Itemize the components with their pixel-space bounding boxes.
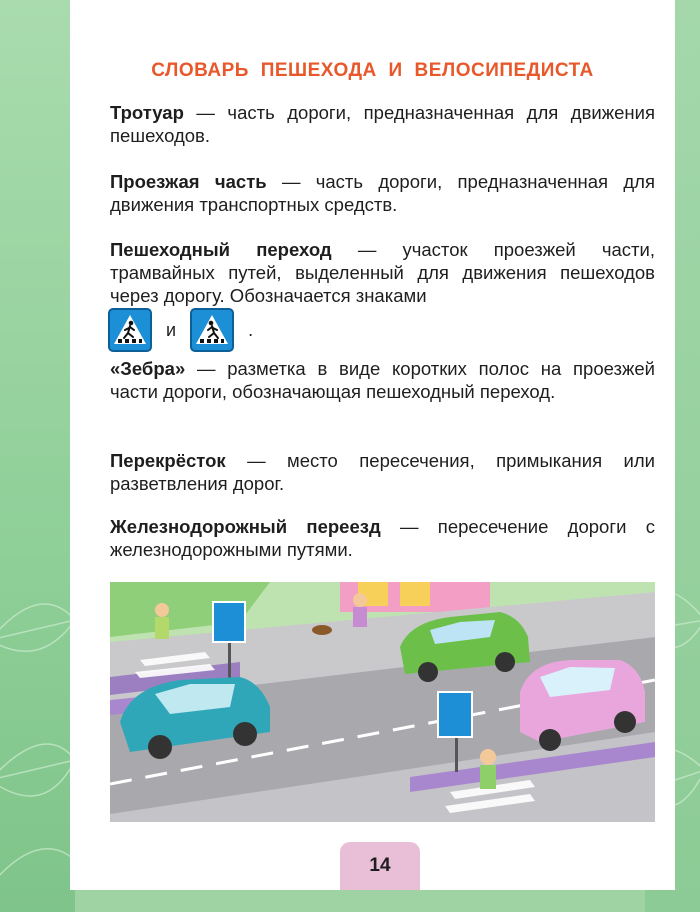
- entry-roadway: [110, 170, 655, 216]
- entry-term: Тротуар: [110, 102, 184, 123]
- entry-term: Пешеходный переход: [110, 239, 332, 260]
- page-title: СЛОВАРЬ ПЕШЕХОДА И ВЕЛОСИПЕДИСТА: [151, 60, 594, 81]
- entry-crosswalk: [110, 238, 655, 307]
- entry-railway-crossing: [110, 515, 655, 561]
- crosswalk-signs: [108, 307, 308, 353]
- pedestrian-crossing-sign-icon: [108, 308, 152, 352]
- entry-definition: — разметка в виде коротких полос на проезжей части дороги, обозначающая пешеходный переход.: [110, 358, 655, 402]
- page-number: 14: [340, 842, 420, 890]
- entry-intersection: [110, 449, 655, 495]
- entry-definition: — пересечение дороги с железнодорожными путями.: [110, 516, 655, 560]
- street-scene-image: [110, 582, 655, 822]
- pedestrian-crossing-sign-icon: [190, 308, 234, 352]
- street-illustration: [110, 582, 655, 822]
- entry-term: Перекрёсток: [110, 450, 226, 471]
- entry-term: «Зебра»: [110, 358, 186, 379]
- entry-definition: — участок проезжей части, трамвайных путей, выделенный для движения пешеходов через дорогу. Обозначается знаками: [110, 239, 656, 306]
- leaf-decoration-left: [0, 560, 75, 900]
- entry-zebra: [110, 357, 655, 403]
- entry-definition: — место пересечения, примыкания или разветвления дорог.: [110, 450, 656, 494]
- entry-definition: — часть дороги, предназначенная для движения транспортных средств.: [110, 171, 655, 215]
- entry-term: Железнодорожный переезд: [110, 516, 381, 537]
- textbook-page: [70, 0, 675, 890]
- signs-conjunction: и: [166, 319, 177, 340]
- entry-term: Проезжая часть: [110, 171, 267, 192]
- entry-sidewalk: [110, 101, 655, 147]
- entry-definition: — часть дороги, предназначенная для движения пешеходов.: [110, 102, 655, 146]
- signs-end-period: .: [248, 319, 254, 340]
